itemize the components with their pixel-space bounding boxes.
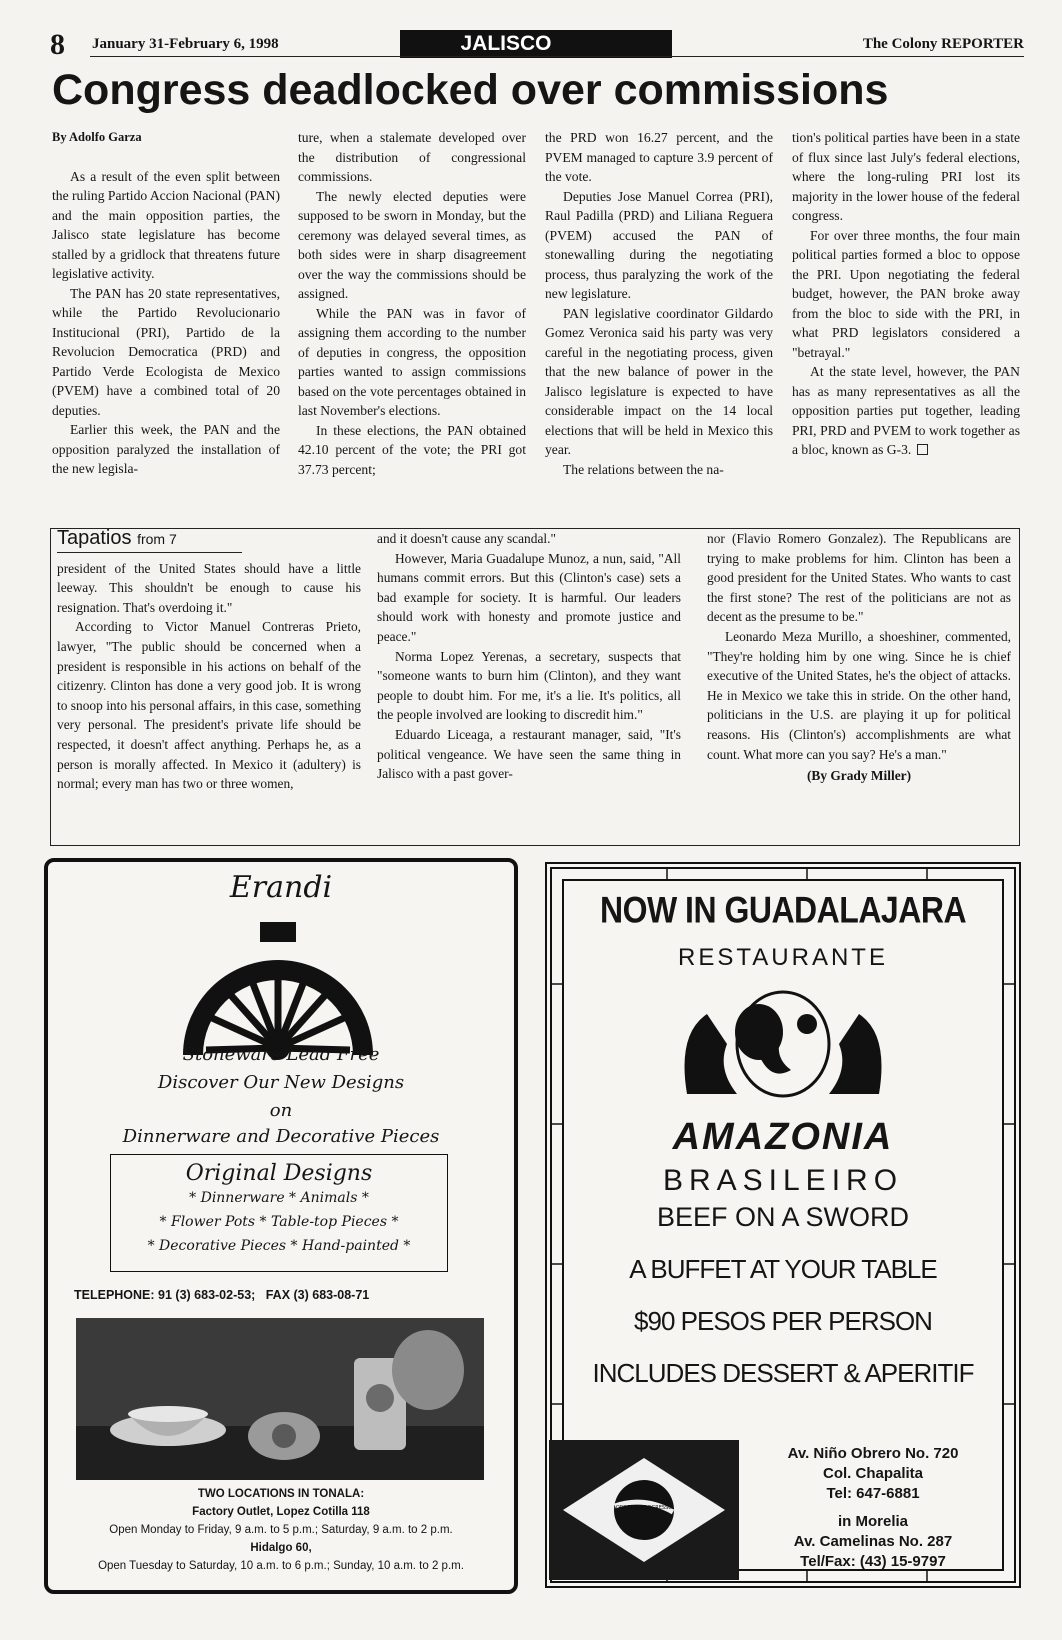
issue-date: January 31-February 6, 1998 <box>92 36 279 52</box>
paragraph: nor (Flavio Romero Gonzalez). The Republicans are trying to make problems for him. Clinton has been a good president for the United States. Who wants to cast the first stone? The rest of the politicians are not as decent as the presume to be." <box>707 531 1011 625</box>
paragraph: Norma Lopez Yerenas, a secretary, suspects that "someone wants to burn him (Clinton), and they want people to doubt him. For me, it's a lie. It's politics, all the people involved are looking to discredit him." <box>377 648 681 723</box>
ad-line: Discover Our New Designs <box>157 1072 405 1093</box>
box-line: * Dinnerware * Animals * <box>189 1190 369 1206</box>
restaurante-arc-text: RESTAURANTE <box>678 944 888 971</box>
paragraph: At the state level, however, the PAN has as many representatives as all the opposition parties put together, leading PRI, PRD and PVEM to work together as a bloc, known as G-3. <box>792 364 1020 457</box>
tapatios-column-3 <box>707 529 1011 786</box>
paragraph: The relations between the na- <box>563 461 724 477</box>
paragraph: ture, when a stalemate developed over the distribution of congressional commissions. <box>298 130 526 184</box>
location-hours: Open Tuesday to Saturday, 10 a.m. to 6 p.m.; Sunday, 10 a.m. to 2 p.m. <box>98 1560 464 1572</box>
flag-motto: ORDEM E PROGRESSO <box>615 1505 673 1511</box>
tapatios-continuation-box <box>50 528 1020 846</box>
includes-line: INCLUDES DESSERT & APERITIF <box>592 1358 974 1388</box>
end-mark-icon <box>917 444 928 455</box>
article-column-1 <box>52 128 280 479</box>
paragraph: president of the United States should have a little leeway. This shouldn't be enough to cause his resignation. That's overdoing it." <box>57 560 361 615</box>
paragraph: According to Victor Manuel Contreras Prieto, lawyer, "The public should be concerned when a president is responsible in his actions on behalf of the citizenry. Clinton has done a very good job. It is wrong to snoop into his personal affairs, in this case, something very personal. The president's private life should be respected, it doesn't affect anything. Perhaps he, as a person is morally affected. In Mexico it (adultery) is normal; every man has two or three women, <box>57 619 361 792</box>
paragraph: PAN legislative coordinator Gildardo Gomez Veronica said his party was very careful in the negotiating process, given that the new balance of power in the Jalisco legislature is expected to have considerable impact on the 14 local elections that will be held in Mexico this year. <box>545 305 773 457</box>
buffet-line: A BUFFET AT YOUR TABLE <box>629 1254 937 1284</box>
paragraph: Leonardo Meza Murillo, a shoeshiner, commented, "They're holding him by one wing. Since he is chief executive of the United States, he's the object of attacks. He in Mexico we take this in stride. On the other hand, politicians in the U.S. are playing it up for political reasons. His (Clinton's) accomplishments are what count. What more can you say? He's a man." <box>707 628 1011 762</box>
parrot-mascot-icon <box>667 974 899 1114</box>
paragraph: the PRD won 16.27 percent, and the PVEM managed to capture 3.9 percent of the vote. <box>545 130 773 184</box>
title-rule <box>57 552 242 553</box>
paragraph: The PAN has 20 state representatives, while the Partido Revolucionario Institucional (PRI), Partido de la Revolucion Democratica (PRD) and Partido Verde Ecologista de Mexico (PVEM) have a combined total of 20 deputies. <box>52 285 280 418</box>
tapatios-column-2 <box>377 529 681 784</box>
paper-name: The Colony REPORTER <box>862 36 1024 52</box>
section-banner: JALISCO <box>400 30 672 58</box>
header-rule <box>90 56 1024 57</box>
byline: By Adolfo Garza <box>52 130 142 144</box>
box-line: * Flower Pots * Table-top Pieces * <box>159 1214 399 1230</box>
original-designs-box <box>110 1154 448 1272</box>
ad-line: Dinnerware and Decorative Pieces <box>122 1126 440 1147</box>
tapatios-column-1 <box>57 529 361 794</box>
paragraph: Deputies Jose Manuel Correa (PRI), Raul Padilla (PRD) and Liliana Reguera (PVEM) accused the PAN of stonewalling during the negotiating process, thus paralyzing the work of the new legislature. <box>545 188 773 301</box>
headline: Congress deadlocked over commissions <box>52 66 889 114</box>
erandi-ad <box>44 858 518 1594</box>
price-line: $90 PESOS PER PERSON <box>634 1306 932 1336</box>
address-block: Av. Niño Obrero No. 720 Col. Chapalita Tel: 647-6881 in Morelia Av. Camelinas No. 287 Tel/Fax: (43) 15-9797 <box>787 1445 959 1570</box>
article-column-2 <box>298 128 526 479</box>
brasileiro: BRASILEIRO <box>662 1164 904 1197</box>
brazil-flag-icon <box>549 1440 739 1580</box>
paragraph: In these elections, the PAN obtained 42.10 percent of the vote; the PRI got 37.73 percent; <box>298 422 526 477</box>
fan-logo-icon <box>178 910 378 1060</box>
paragraph: For over three months, the four main political parties formed a bloc to oppose the PRI. Upon negotiating the federal budget, however, the PAN broke away from the bloc to side with the PRI, in what PRD legislators considered a "betrayal." <box>792 227 1020 360</box>
beef-on-a-sword: BEEF ON A SWORD <box>656 1202 910 1232</box>
locations-title: TWO LOCATIONS IN TONALA: <box>197 1488 365 1500</box>
tapatios-signature: (By Grady Miller) <box>806 768 912 784</box>
box-line: * Decorative Pieces * Hand-painted * <box>147 1238 411 1254</box>
ad-line: on <box>269 1100 293 1121</box>
page-number: 8 <box>50 28 65 61</box>
paragraph: Earlier this week, the PAN and the opposition paralyzed the installation of the new legisla- <box>52 422 280 476</box>
ad-line: Stoneware Lead Free <box>182 1044 380 1065</box>
box-title: Original Designs <box>185 1161 373 1186</box>
location-hours: Open Monday to Friday, 9 a.m. to 5 p.m.; Saturday, 9 a.m. to 2 p.m. <box>109 1524 453 1536</box>
tapatios-title: Tapatios from 7 <box>57 527 177 549</box>
paragraph: However, Maria Guadalupe Munoz, a nun, said, "All humans commit errors. But this (Clinton's case) sets a bad example for society. It is harmful. Our leaders should work with honesty and promote justice and peace." <box>377 550 681 644</box>
paragraph: and it doesn't cause any scandal." <box>377 531 556 546</box>
paragraph: Eduardo Liceaga, a restaurant manager, said, "It's political vengeance. We have seen the same thing in Jalisco with a past gover- <box>377 726 681 782</box>
now-in-guadalajara: NOW IN GUADALAJARA <box>599 889 967 931</box>
paragraph: The newly elected deputies were supposed to be sworn in Monday, but the ceremony was delayed several times, as both sides were in sharp disagreement over the way the commissions should be assigned. <box>298 188 526 301</box>
amazonia-ad <box>545 862 1021 1588</box>
article-column-3 <box>545 128 773 479</box>
paragraph: While the PAN was in favor of assigning them according to the number of deputies in congress, the opposition parties wanted to assign commissions based on the vote percentages obtained in last November's elections. <box>298 305 526 418</box>
erandi-logo-text: Erandi <box>229 870 333 905</box>
pottery-photo <box>76 1318 484 1480</box>
location-name: Hidalgo 60, <box>250 1542 312 1554</box>
article-column-4 <box>792 128 1020 460</box>
contact-line: TELEPHONE: 91 (3) 683-02-53; FAX (3) 683-08-71 <box>74 1288 370 1302</box>
location-name: Factory Outlet, Lopez Cotilla 118 <box>192 1506 370 1518</box>
amazonia-name: AMAZONIA <box>672 1116 894 1158</box>
paragraph: As a result of the even split between the ruling Partido Accion Nacional (PAN) and the main opposition parties, the Jalisco state legislature has become stalled by a gridlock that threatens future legislative activity. <box>52 168 280 281</box>
paragraph: tion's political parties have been in a state of flux since last July's federal elections, where the long-ruling PRI lost its majority in the lower house of the federal congress. <box>792 130 1020 223</box>
